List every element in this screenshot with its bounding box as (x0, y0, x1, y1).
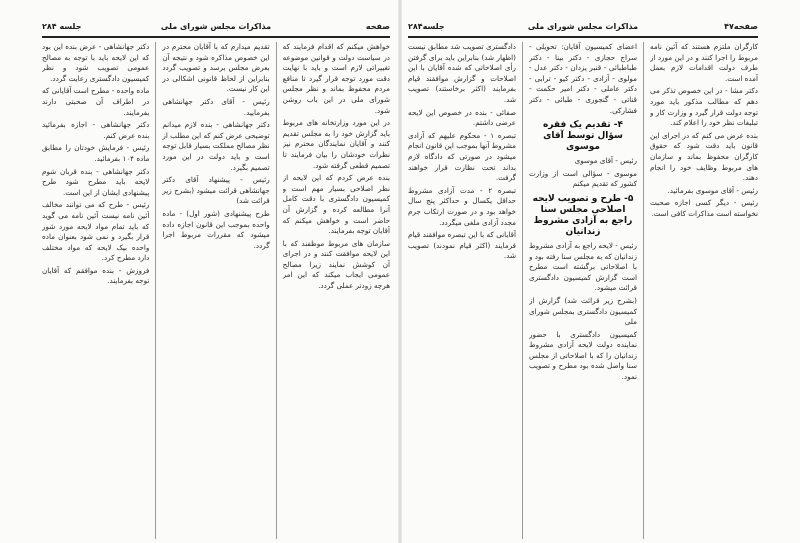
text-columns (42, 42, 390, 539)
column-divider (276, 42, 277, 539)
paragraph: سازمان های مربوط موظفند که با این لایحه موافقت کنند و در اجرای آن کوشش نمایند زیرا مصالح عمومی ایجاب میکند که این امر هرچه زودتر عملی گردد. (282, 238, 390, 291)
paragraph: تبصره ۲ - مدت آزادی مشروط حداقل یکسال و حداکثر پنج سال خواهد بود و در صورت ارتکاب جرم مجدد آزادی ملغی میگردد. (408, 185, 516, 227)
paragraph: رئیس - طرح که می توانند مخالف آئین نامه نیست آئین نامه می گوید که باید تمام مواد لایحه مورد شور قرار بگیرد و نمی شود بعنوان ماده واحده بیک لایحه که مواد مختلف دارد مطرح کرد. (42, 200, 150, 263)
paragraph: دکتر مشا - در این خصوص تذکر می دهم که مطالب مذکور باید مورد توجه دولت قرار گیرد و وزارت کار و تبلیغات نظر خود را اعلام کند. (650, 86, 758, 128)
text-column (650, 42, 758, 539)
paragraph: (بشرح زیر قرائت شد) گزارش از کمیسیون دادگستری بمجلس شورای ملی (529, 295, 637, 327)
text-column (42, 42, 149, 539)
text-columns (408, 42, 758, 539)
publication-title: مذاکرات مجلس شورای ملی (160, 22, 272, 31)
left-page (2, 0, 398, 543)
text-column (529, 42, 637, 539)
paragraph: کمیسیون دادگستری با حضور نماینده دولت لایحه آزادی مشروط زندانیان را که با اصلاحاتی از مجلس سنا واصل شده بود مطرح و تصویب نمود. (529, 329, 637, 382)
paragraph: تقدیم میدارم که با آقایان محترم در این خصوص مذاکره شود و نتیجه آن بعرض مجلس برسد و تصویب گردد بنابراین از لحاظ قانونی اشکالی در این کار نیست. (162, 42, 270, 94)
page-header (42, 22, 390, 36)
paragraph: دکتر جهانشاهی - اجازه بفرمائید بنده عرض کنم. (42, 120, 150, 140)
paragraph: کارگران ملتزم هستند که آئین نامه مربوط را اجرا کنند و در این مورد از طرف دولت اقدامات لازم بعمل آمده است. (650, 42, 758, 83)
paragraph: رئیس - لایحه راجع به آزادی مشروط زندانیان که به مجلس سنا رفته بود و با اصلاحاتی برگشته است مطرح است گزارش کمیسیون دادگستری قرائت میشود. (529, 240, 637, 293)
paragraph: رئیس - فرمایش خودتان را مطابق ماده ۱۰۴ بفرمائید. (42, 143, 150, 163)
paragraph: ماده واحده - مطرح است آقایانی که در اطراف آن صحبتی دارند بفرمایند. (42, 86, 150, 117)
paragraph: دکتر جهانشاهی - بنده لازم میدانم توضیحی عرض کنم که این مطلب از نظر مصالح مملکت بسیار قابل توجه است و باید دولت در این مورد تصمیم بگیرد. (162, 120, 270, 172)
page-number: صفحه۴۷ (724, 22, 758, 31)
paragraph: موسوی - سؤالی است از وزارت کشور که تقدیم میکنم (529, 168, 637, 189)
paragraph: رئیس - آقای دکتر جهانشاهی بفرمایید. (162, 96, 270, 117)
page-number: صفحه (365, 22, 390, 31)
session-number: جلسه ۲۸۴ (42, 22, 82, 31)
section-heading: ۵- طرح و تصویب لایحه اصلاحی مجلس سنا راجع به آزادی مشروط زندانیان (532, 193, 634, 237)
session-number: جلسه۲۸۴ (408, 22, 445, 31)
paragraph: تبصره ۱ - محکوم علیهم که آزادی مشروط آنها بموجب این قانون انجام میشود در صورتی که دادگاه لازم بداند تحت نظارت قرار خواهند گرفت. (408, 130, 516, 183)
publication-title: مذاکرات مجلس شورای ملی (527, 22, 639, 31)
paragraph: دکتر جهانشاهی - بنده قربان شوم لایحه باید مطرح شود طرح پیشنهادی ایشان از این است. (42, 166, 150, 197)
paragraph: فروزش - بنده موافقم که آقایان توجه بفرمایند. (42, 265, 150, 286)
right-page (402, 0, 798, 543)
paragraph: آقایانی که با این تبصره موافقند قیام فرمایند (اکثر قیام نمودند) تصویب شد. (408, 230, 516, 261)
paragraph: رئیس - پیشنهاد آقای دکتر جهانشاهی قرائت میشود (بشرح زیر قرائت شد) (162, 175, 270, 206)
section-heading: ۴- تقدیم یک فقره سؤال توسط آقای موسوی (542, 120, 623, 153)
column-divider (522, 42, 523, 539)
text-column (283, 42, 390, 539)
text-column (408, 42, 516, 539)
column-divider (155, 42, 156, 539)
page-header (408, 22, 758, 36)
paragraph: صفائی - بنده در خصوص این لایحه عرضی داشتم. (408, 107, 516, 128)
paragraph: رئیس - آقای موسوی بفرمائید. (667, 185, 758, 195)
paragraph: رئیس - آقای موسوی (574, 156, 637, 166)
paragraph: بنده عرض کردم که این لایحه از نظر اصلاحی بسیار مهم است و کمیسیون دادگستری با دقت کامل آنرا مطالعه کرده و گزارش آن حاضر است و خواهش میکنم که آقایان توجه بفرمایند. (282, 173, 390, 236)
paragraph: دکتر جهانشاهی - عرض بنده این بود که این لایحه باید با توجه به مصالح عمومی تصویب شود و نظر کمیسیون دادگستری رعایت گردد. (42, 42, 150, 83)
paragraph: رئیس - دیگر کسی اجازه صحبت نخواسته است مذاکرات کافی است. (650, 198, 758, 218)
header-rule (408, 36, 758, 38)
paragraph: اعضای کمیسیون آقایان: تحویلی - سراج حجازی - دکتر بینا - دکتر طباطبائی - قنبر یزدان - دکتر عدل - مولوی - آزادی - دکتر کیو - ترابی - دکتر عاملی - دکتر امیر حکمت - قناتی - گنجوری - طبائی - دکتر فشارکی. (529, 42, 637, 115)
paragraph: بنده عرض می کنم که در اجرای این قانون باید دقت شود که حقوق کارگران محفوظ بماند و سازمان های مربوط وظایف خود را انجام دهند. (650, 130, 758, 183)
header-rule (42, 36, 390, 38)
paragraph: دادگستری تصویب شد مطابق نیست (اظهار شد) بنابراین باید برای گرفتن رأی اصلاحاتی که شده آقایان با این اصلاحات و گزارش موافقند قیام بفرمایند (اکثر برخاستند) تصویب شد. (408, 42, 516, 104)
column-divider (643, 42, 644, 539)
text-column (162, 42, 269, 539)
paragraph: در این مورد وزارتخانه های مربوط باید گزارش خود را به مجلس تقدیم کنند و آقایان نمایندگان محترم نیز نظرات خودشان را بیان فرمایند تا تصمیم قطعی گرفته شود. (282, 118, 390, 170)
paragraph: خواهش میکنم که اقدام فرمایند که در سیاست دولت و قوانین موضوعه تغییراتی لازم است و باید با نهایت دقت مورد توجه قرار گیرد تا منافع مردم محفوظ بماند و نظر مجلس شورای ملی در این باب روشن شود. (282, 42, 390, 115)
paragraph: طرح پیشنهادی (شور اول) - ماده واحده بموجب این قانون اجازه داده میشود که مقررات مربوط اجرا گردد. (162, 208, 270, 250)
